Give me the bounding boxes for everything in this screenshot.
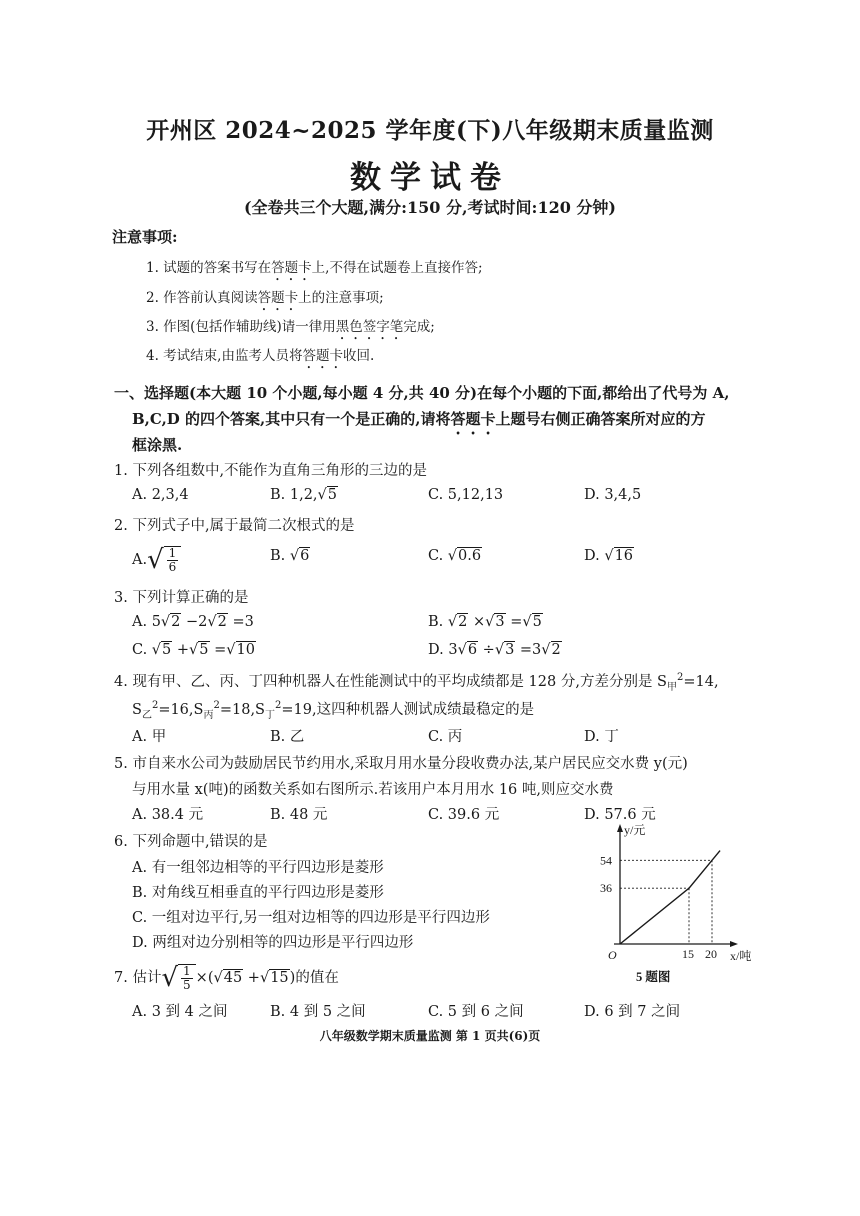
radicand: 2	[551, 642, 561, 658]
q1-option-d: D. 3,4,5	[584, 487, 642, 503]
sqrt-fraction-1-5	[161, 964, 195, 992]
radicand: 5	[199, 642, 209, 658]
section1-line1: 一、选择题(本大题 10 个小题,每小题 4 分,共 40 分)在每个小题的下面,都给出了代号为 A,	[114, 384, 730, 402]
q5-option-c: C. 39.6 元	[428, 807, 500, 823]
notice-heading: 注意事项:	[112, 228, 178, 246]
q4-option-c: C. 丙	[428, 729, 463, 745]
x-tick-label: 20	[705, 947, 717, 961]
section1-line3: 框涂黑.	[132, 436, 183, 454]
q3-option-a: A. 5√2 −2√2 =3	[132, 614, 254, 630]
q1-option-b: B. 1,2,√5	[270, 487, 338, 503]
sqrt-sign: √	[604, 548, 614, 564]
fraction-denominator: 6	[168, 560, 177, 575]
notice-item-4: 4. 考试结束,由监考人员将答题卡收回.	[146, 348, 375, 364]
sqrt-16	[604, 547, 634, 564]
q6-option-c: C. 一组对边平行,另一组对边相等的四边形是平行四边形	[132, 910, 490, 926]
x-axis-label: x/吨	[730, 949, 752, 963]
radicand: 16	[614, 548, 634, 564]
q4-line2: $S_乙^2=16,S_丙^2=18,S_丁^2=19$,这四种机器人测试成绩最稳定的是	[132, 700, 535, 721]
q7-option-d: D. 6 到 7 之间	[584, 1004, 681, 1020]
page-footer: 八年级数学期末质量监测 第 1 页共(6)页	[319, 1029, 541, 1043]
q1-option-a: A. 2,3,4	[132, 487, 189, 503]
q3-option-b: B. √2 ×√3 =√5	[428, 614, 542, 630]
x-axis	[614, 941, 738, 947]
q2-option-c: C. √0.6	[428, 548, 482, 564]
sqrt-sign: √	[522, 614, 532, 630]
y-tick-label: 36	[600, 881, 612, 896]
notice-item-2: 2. 作答前认真阅读答题卡上的注意事项;	[146, 290, 384, 306]
radicand: 10	[236, 642, 255, 658]
q4-line1: 4. 现有甲、乙、丙、丁四种机器人在性能测试中的平均成绩都是 128 分,方差分别是 $S_甲^2=14$,	[114, 672, 719, 693]
q4-option-b: B. 乙	[270, 729, 305, 745]
q5-line1: 5. 市自来水公司为鼓励居民节约用水,采取月用水量分段收费办法,某户居民应交水费 y(元)	[114, 756, 688, 772]
sqrt-sign: √	[447, 614, 458, 630]
sqrt-sign: √	[151, 642, 162, 658]
x-tick-label: 15	[682, 947, 694, 961]
q4-option-a: A. 甲	[132, 729, 167, 745]
sqrt-sign: √	[541, 642, 551, 658]
radicand: 3	[495, 614, 505, 630]
q5-option-b: B. 48 元	[270, 807, 328, 823]
q3-option-d: D. 3√6 ÷√3 =3√2	[428, 642, 561, 658]
q2-stem: 2. 下列式子中,属于最简二次根式的是	[114, 518, 355, 534]
q4-option-d: D. 丁	[584, 729, 619, 745]
radicand: 6	[467, 642, 478, 658]
y-axis	[617, 824, 623, 944]
radicand: 5	[532, 614, 542, 630]
radicand: 15	[270, 970, 289, 987]
radicand: 2	[217, 614, 227, 630]
exam-title: 开州区 2024~2025 学年度(下)八年级期末质量监测	[146, 117, 714, 144]
sqrt-sign: √	[457, 642, 467, 658]
q3-option-c: C. √5 +√5 =√10	[132, 642, 255, 658]
y-tick-label: 54	[600, 853, 612, 868]
q6-stem: 6. 下列命题中,错误的是	[114, 834, 268, 850]
q6-option-d: D. 两组对边分别相等的四边形是平行四边形	[132, 935, 414, 951]
q2-option-a: A. √ $\frac{1}{6}$	[132, 546, 181, 574]
radicand: 2	[171, 614, 181, 630]
fraction-numerator: 1	[183, 964, 191, 978]
sqrt-sign: √	[447, 548, 458, 564]
sqrt-sign: √	[317, 487, 327, 503]
q5-line2: 与用水量 x(吨)的函数关系如右图所示.若该用户本月用水 16 吨,则应交水费	[132, 782, 614, 798]
sqrt-sign: √	[226, 642, 236, 658]
sqrt-0-6	[448, 547, 482, 564]
radicand: 0.6	[458, 548, 482, 564]
radicand: 45	[223, 970, 243, 987]
exam-info: (全卷共三个大题,满分:150 分,考试时间:120 分钟)	[243, 198, 617, 217]
q7-option-c: C. 5 到 6 之间	[428, 1004, 524, 1020]
q5-figure	[600, 816, 760, 996]
radicand: 5	[327, 487, 338, 503]
q2-option-b: B. √6	[270, 548, 310, 564]
subject-title: 数学试卷	[350, 160, 510, 196]
sqrt-sign: √	[160, 614, 171, 630]
y-axis-label: y/元	[624, 823, 646, 837]
function-line	[620, 851, 720, 944]
q3-stem: 3. 下列计算正确的是	[114, 590, 249, 606]
figure-caption: 5 题图	[636, 970, 671, 984]
q6-option-b: B. 对角线互相垂直的平行四边形是菱形	[132, 885, 384, 901]
radicand: 6	[300, 548, 310, 564]
sqrt-5	[318, 486, 338, 503]
sqrt-sign: √	[289, 548, 300, 564]
section1-line2: B,C,D 的四个答案,其中只有一个是正确的,请将答题卡上题号右侧正确答案所对应的方	[132, 410, 706, 428]
q1-option-c: C. 5,12,13	[428, 487, 504, 503]
notice-item-3: 3. 作图(包括作辅助线)请一律用黑色签字笔完成;	[146, 319, 435, 335]
notice-item-1: 1. 试题的答案书写在答题卡上,不得在试题卷上直接作答;	[146, 260, 483, 276]
sqrt-fraction-1-6	[147, 546, 181, 574]
q1-stem: 1. 下列各组数中,不能作为直角三角形的三边的是	[114, 463, 428, 479]
q7-option-a: A. 3 到 4 之间	[132, 1004, 228, 1020]
sqrt-sign: √	[485, 614, 495, 630]
q5-option-d: D. 57.6 元	[584, 807, 656, 823]
sqrt-sign: √	[213, 970, 223, 987]
q7-option-b: B. 4 到 5 之间	[270, 1004, 366, 1020]
fraction-numerator: 1	[168, 546, 177, 560]
sqrt-sign: √	[207, 614, 217, 630]
radicand: 2	[458, 614, 468, 630]
radicand: 3	[505, 642, 515, 658]
sqrt-sign: √	[259, 970, 270, 987]
fraction-denominator: 5	[183, 978, 191, 993]
origin-label: O	[608, 948, 617, 962]
radicand: 5	[162, 642, 172, 658]
q2-option-d: D. √16	[584, 548, 634, 564]
sqrt-sign: √	[147, 545, 164, 576]
sqrt-sign: √	[161, 963, 179, 994]
q6-option-a: A. 有一组邻边相等的平行四边形是菱形	[132, 860, 384, 876]
q7-stem: 7. 估计 √ $\frac{1}{5}$ ×(√45 +√15)的值在	[114, 963, 339, 994]
q5-option-a: A. 38.4 元	[132, 807, 204, 823]
sqrt-sign: √	[189, 642, 199, 658]
sqrt-sign: √	[494, 642, 505, 658]
sqrt-6	[290, 547, 310, 564]
